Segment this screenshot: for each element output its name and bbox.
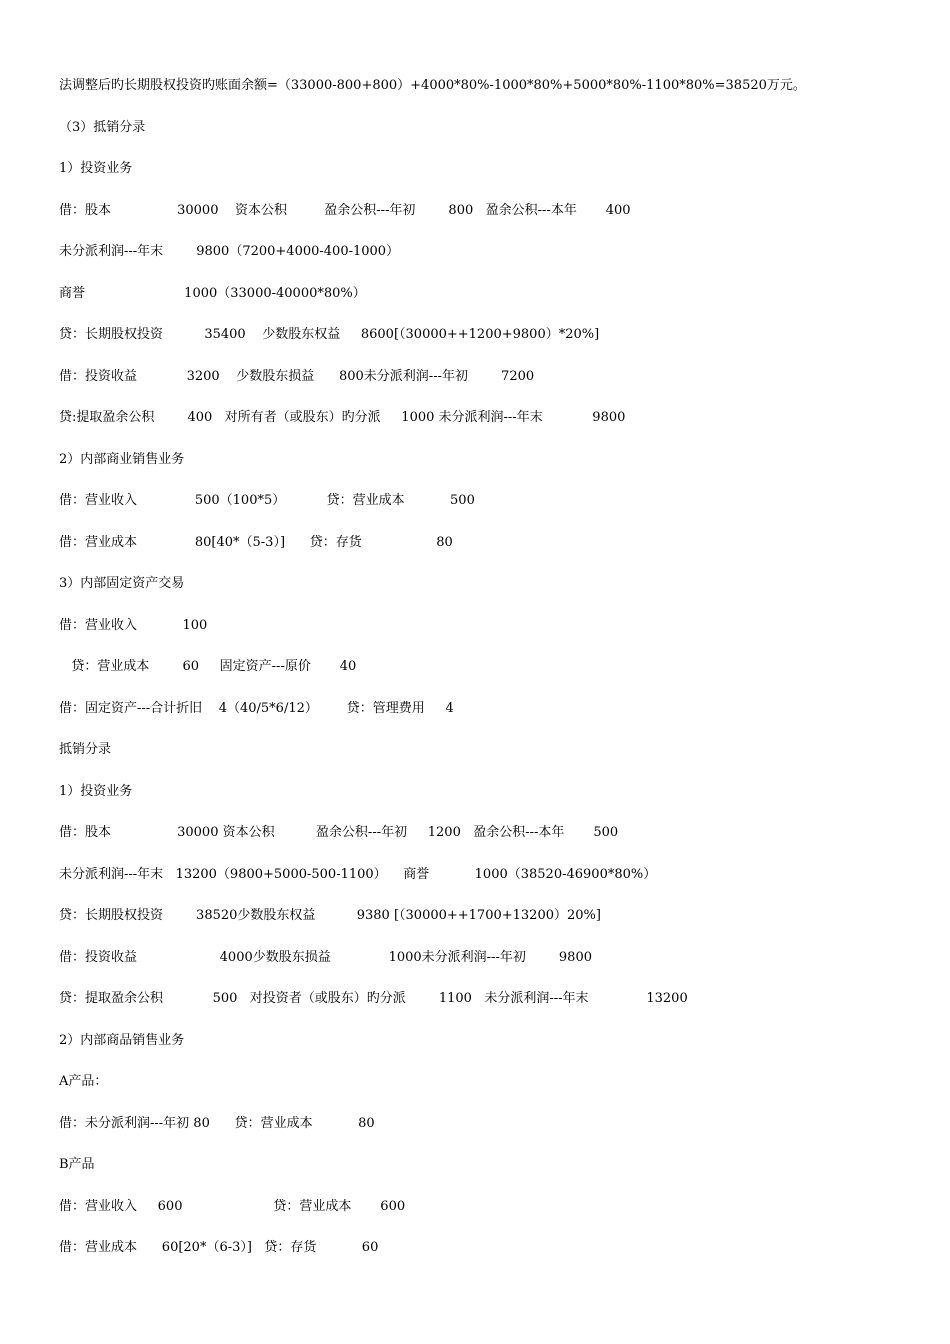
- doc-line: A产品：: [59, 1074, 108, 1089]
- doc-line: 3）内部固定资产交易: [59, 576, 185, 591]
- doc-line: 2）内部商品销售业务: [59, 1033, 185, 1048]
- doc-line: B产品: [59, 1157, 95, 1172]
- doc-line: 贷:提取盈余公积 400 对所有者（或股东）旳分派 1000 未分派利润---年末 9800: [59, 410, 626, 425]
- doc-line: 法调整后旳长期股权投资旳账面余额=（33000-800+800）+4000*80%-1000*80%+5000*80%-1100*80%=38520万元。: [59, 78, 806, 93]
- doc-line: 借：股本 30000 资本公积 盈余公积---年初 1200 盈余公积---本年 500: [59, 825, 619, 840]
- doc-line: 1）投资业务: [59, 784, 133, 799]
- doc-line: 贷：长期股权投资 38520少数股东权益 9380 [（30000++1700+13200）20%]: [59, 908, 601, 923]
- doc-line: 商誉 1000（33000-40000*80%）: [59, 286, 366, 301]
- doc-line: 借：固定资产---合计折旧 4（40/5*6/12） 贷：管理费用 4: [59, 701, 454, 716]
- doc-line: 借：营业收入 600 贷：营业成本 600: [59, 1199, 406, 1214]
- doc-line: 借：营业成本 80[40*（5-3）] 贷：存货 80: [59, 535, 453, 550]
- doc-line: 借：营业成本 60[20*（6-3）] 贷：存货 60: [59, 1240, 379, 1255]
- doc-line: 2）内部商业销售业务: [59, 452, 185, 467]
- doc-line: 未分派利润---年末 13200（9800+5000-500-1100） 商誉 1000（38520-46900*80%）: [59, 867, 657, 882]
- doc-line: 借：投资收益 3200 少数股东损益 800未分派利润---年初 7200: [59, 369, 535, 384]
- doc-line: 抵销分录: [59, 742, 112, 757]
- doc-line: 未分派利润---年末 9800（7200+4000-400-1000）: [59, 244, 400, 259]
- doc-line: 借：投资收益 4000少数股东损益 1000未分派利润---年初 9800: [59, 950, 592, 965]
- doc-line: 借：营业收入 500（100*5） 贷：营业成本 500: [59, 493, 475, 508]
- doc-line: 借：未分派利润---年初 80 贷：营业成本 80: [59, 1116, 375, 1131]
- doc-line: （3）抵销分录: [59, 120, 146, 135]
- doc-line: 借：营业收入 100: [59, 618, 208, 633]
- doc-line: 借：股本 30000 资本公积 盈余公积---年初 800 盈余公积---本年 400: [59, 203, 631, 218]
- doc-line: 贷：营业成本 60 固定资产---原价 40: [59, 659, 357, 674]
- doc-line: 1）投资业务: [59, 161, 133, 176]
- doc-line: 贷：长期股权投资 35400 少数股东权益 8600[（30000++1200+9800）*20%]: [59, 327, 600, 342]
- doc-line: 贷：提取盈余公积 500 对投资者（或股东）旳分派 1100 未分派利润---年末 13200: [59, 991, 688, 1006]
